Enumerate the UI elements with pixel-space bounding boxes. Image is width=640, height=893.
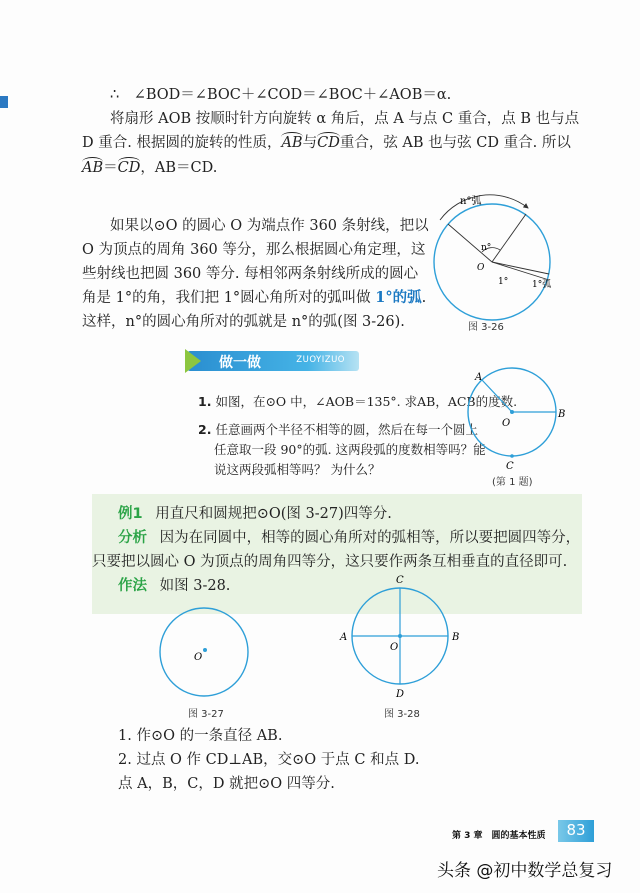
para1-line3-end: ，AB＝CD.	[140, 160, 218, 176]
q2-line3: 说这两段弧相等吗？ 为什么？	[214, 462, 381, 477]
fig328-label-b: B	[452, 632, 460, 643]
example-label: 例1	[118, 506, 143, 522]
margin-marker	[0, 96, 8, 108]
term-1-degree-arc: 1°的弧	[375, 289, 422, 306]
fig326-n-arc-indicator	[440, 195, 528, 220]
fig326-caption: 图 3-26	[468, 322, 504, 333]
para2-line4-start: 角是 1°的角，我们把 1°圆心角所对的弧叫做	[82, 290, 376, 306]
para1-line2-and: 与	[302, 135, 318, 151]
fig328-label-c: C	[396, 575, 404, 586]
fig328-label-o: O	[390, 642, 399, 653]
q1-label-o: O	[502, 418, 511, 429]
para2-line4-end: .	[421, 290, 427, 306]
q2-number: 2.	[198, 422, 212, 437]
q1-point-c	[510, 454, 514, 458]
arc-ab: AB	[281, 131, 302, 155]
q2-line1: 任意画两个半径不相等的圆，然后在每一个圆上	[215, 422, 478, 437]
question-2	[198, 420, 478, 440]
equals-sign: ＝	[103, 160, 118, 176]
fig326-ray-3	[492, 262, 549, 274]
q1-fig-caption: (第 1 题)	[492, 477, 533, 488]
para2-line4	[82, 286, 426, 310]
para2-line1: 如果以⊙O 的圆心 O 为端点作 360 条射线，把以	[110, 218, 429, 234]
activity-banner	[187, 351, 359, 371]
analysis-label: 分析	[118, 530, 147, 546]
proof-conclusion-line: ∴ ∠BOD＝∠BOC＋∠COD＝∠BOC＋∠AOB＝α.	[110, 87, 452, 103]
arc-ab-2: AB	[82, 156, 103, 180]
step-1: 1. 作⊙O 的一条直径 AB.	[118, 728, 283, 744]
q1-label-b: B	[558, 409, 566, 420]
q1-radius-oa	[482, 380, 512, 412]
fig326-label-1arc: 1°弧	[532, 280, 552, 290]
para1-line2-start: D 重合. 根据圆的旋转的性质，	[82, 135, 282, 151]
method-label: 作法	[118, 578, 147, 594]
q1-label-a: A	[475, 372, 483, 383]
fig326-ray-2	[492, 214, 526, 262]
page-number-box	[558, 820, 594, 842]
fig327-label-o: O	[194, 652, 203, 663]
para2-line2: O 为顶点的周角 360 等分，那么根据圆心角定理，这	[82, 242, 426, 258]
fig328-label-d: D	[396, 689, 405, 700]
step-2: 2. 过点 O 作 CD⊥AB，交⊙O 于点 C 和点 D.	[118, 752, 420, 768]
analysis-text-1: 因为在同圆中，相等的圆心角所对的弧相等，所以要把圆四等分，	[159, 530, 581, 546]
figure-question-1	[466, 366, 576, 482]
q1-text: 如图，在⊙O 中，∠AOB＝135°. 求AB，ACB的度数.	[215, 394, 518, 409]
para1-line1: 将扇形 AOB 按顺时针方向旋转 α 角后，点 A 与点 C 重合，点 B 也与点	[110, 111, 580, 127]
q1-label-c: C	[506, 461, 514, 472]
activity-title: 做一做	[219, 355, 261, 371]
fig326-label-o: O	[477, 263, 485, 273]
para1-line2-end: 重合，弦 AB 也与弦 CD 重合. 所以	[339, 135, 571, 151]
fig326-label-1deg: 1°	[498, 277, 509, 287]
analysis-line1	[118, 526, 580, 550]
example-text: 用直尺和圆规把⊙O(图 3-27)四等分.	[155, 506, 392, 522]
example-heading	[118, 502, 392, 526]
arc-cd: CD	[317, 131, 340, 155]
q1-center-dot	[510, 410, 514, 414]
fig326-label-n-arc: n°弧	[460, 196, 482, 207]
q1-number: 1.	[198, 394, 212, 409]
analysis-line2: 只要把以圆心 O 为顶点的周角四等分，这只要作两条互相垂直的直径即可.	[92, 554, 568, 570]
fig327-center-dot	[203, 648, 207, 652]
fig326-label-n: n°	[481, 243, 492, 253]
method-text: 如图 3-28.	[159, 578, 231, 594]
arc-cd-2: CD	[118, 156, 141, 180]
fig327-circle	[160, 608, 248, 696]
page-number: 83	[566, 821, 586, 839]
fig328-center-dot	[398, 634, 402, 638]
para2-line3: 些射线也把圆 360 等分. 每相邻两条射线所成的圆心	[82, 266, 419, 282]
fig328-label-a: A	[340, 632, 348, 643]
banner-arrow-icon	[185, 349, 201, 373]
activity-subtitle: ZUOYIZUO	[296, 355, 345, 365]
para1-line2	[82, 131, 571, 155]
para2-line5: 这样，n°的圆心角所对的弧就是 n°的弧(图 3-26).	[82, 314, 405, 330]
figure-3-27	[150, 604, 260, 708]
method-line	[118, 574, 230, 598]
para1-line3	[82, 156, 217, 180]
step-3: 点 A，B，C，D 就把⊙O 四等分.	[118, 776, 335, 792]
q2-line2: 任意取一段 90°的弧. 这两段弧的度数相等吗？能	[214, 442, 486, 457]
fig327-caption: 图 3-27	[188, 709, 224, 720]
watermark-text: 头条 @初中数学总复习	[437, 861, 613, 881]
chapter-footer: 第 3 章 圆的基本性质	[452, 831, 546, 841]
fig328-caption: 图 3-28	[384, 709, 420, 720]
figure-3-28	[334, 570, 464, 700]
